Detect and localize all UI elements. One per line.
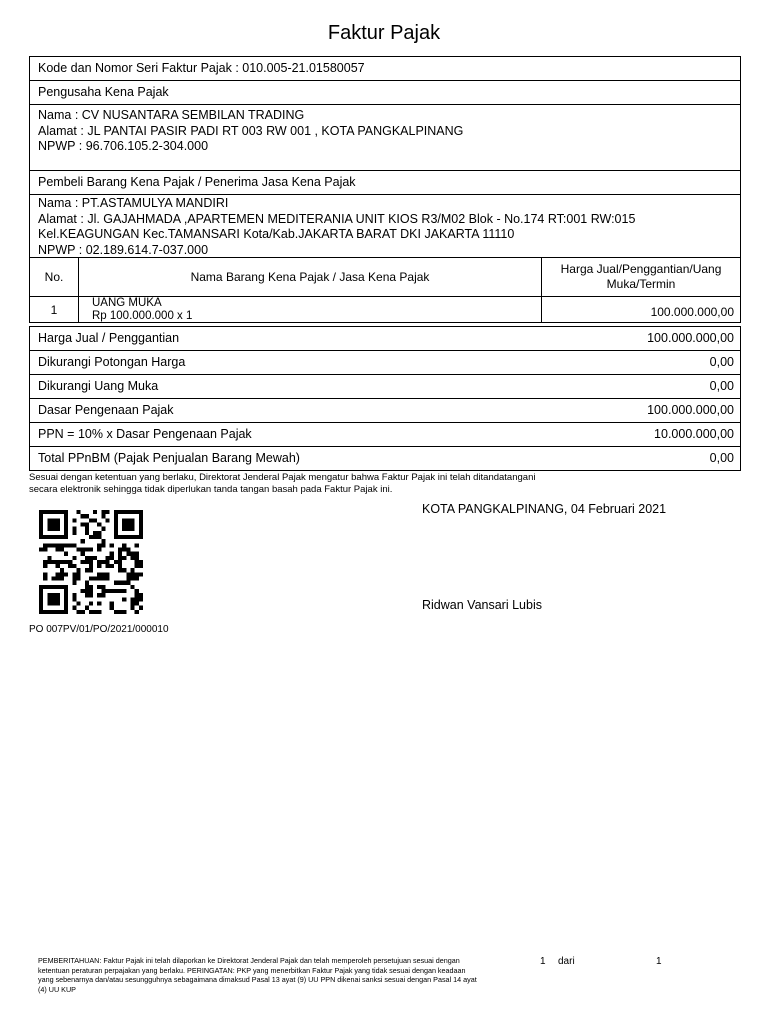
- table-header-harga: Harga Jual/Penggantian/Uang Muka/Termin: [541, 257, 741, 297]
- buyer-alamat-2: Kel.KEAGUNGAN Kec.TAMANSARI Kota/Kab.JAKARTA BARAT DKI JAKARTA 11110: [38, 227, 515, 241]
- buyer-block: [29, 194, 741, 258]
- total-row: Dikurangi Potongan Harga 0,00: [29, 350, 741, 375]
- seller-block: [29, 104, 741, 171]
- total-row: PPN = 10% x Dasar Pengenaan Pajak 10.000.000,00: [29, 422, 741, 447]
- kode-seri-text: Kode dan Nomor Seri Faktur Pajak : 010.005-21.01580057: [38, 61, 365, 75]
- total-row: Harga Jual / Penggantian 100.000.000,00: [29, 326, 741, 351]
- kode-seri-row: [29, 56, 741, 81]
- document-title: Faktur Pajak: [327, 22, 441, 44]
- buyer-alamat-1: Alamat : Jl. GAJAHMADA ,APARTEMEN MEDITERANIA UNIT KIOS R3/M02 Blok - No.174 RT:001 RW:015: [38, 211, 636, 226]
- page-current: 1: [540, 956, 546, 967]
- e-signature-notice: Sesuai dengan ketentuan yang berlaku, Direktorat Jenderal Pajak mengatur bahwa Faktur Pajak ini telah ditandatangani secara elektronik sehingga tidak diperlukan tanda tangan basah pada Faktur Pajak ini.: [29, 472, 536, 495]
- table-header-nama: Nama Barang Kena Pajak / Jasa Kena Pajak: [78, 257, 542, 297]
- buyer-heading: Pembeli Barang Kena Pajak / Penerima Jasa Kena Pajak: [38, 175, 356, 189]
- total-row: Dasar Pengenaan Pajak 100.000.000,00: [29, 398, 741, 423]
- item-nama-2: Rp 100.000.000 x 1: [92, 310, 193, 322]
- item-no-cell: 1: [29, 296, 79, 323]
- place-date: KOTA PANGKALPINANG, 04 Februari 2021: [422, 502, 667, 516]
- buyer-heading-row: [29, 170, 741, 195]
- page-separator: dari: [558, 956, 575, 967]
- page-total: 1: [656, 956, 662, 967]
- reference-number: PO 007PV/01/PO/2021/000010: [29, 624, 169, 635]
- qr-code-icon: [39, 510, 143, 614]
- item-harga-cell: 100.000.000,00: [541, 296, 741, 323]
- item-nama-1: UANG MUKA: [92, 297, 162, 309]
- seller-heading: Pengusaha Kena Pajak: [38, 85, 169, 99]
- seller-npwp: NPWP : 96.706.105.2-304.000: [38, 139, 209, 153]
- table-header-no: No.: [29, 257, 79, 297]
- seller-alamat: Alamat : JL PANTAI PASIR PADI RT 003 RW 001 , KOTA PANGKALPINANG: [38, 123, 464, 138]
- item-nama-cell: [78, 296, 542, 323]
- seller-heading-row: [29, 80, 741, 105]
- total-row: Total PPnBM (Pajak Penjualan Barang Mewah) 0,00: [29, 446, 741, 471]
- buyer-npwp: NPWP : 02.189.614.7-037.000: [38, 242, 209, 257]
- total-row: Dikurangi Uang Muka 0,00: [29, 374, 741, 399]
- footnote-warning: PEMBERITAHUAN: Faktur Pajak ini telah dilaporkan ke Direktorat Jenderal Pajak dan telah memperoleh persetujuan sesuai dengan ketentuan peraturan perpajakan yang berlaku. PERINGATAN: PKP yang menerbitkan Faktur Pajak yang tidak sesuai dengan keadaan yang sebenarnya dan/atau sesungguhnya sebagaimana dimaksud Pasal 13 ayat (9) UU PPN dikenai sanksi sesuai dengan Pasal 14 ayat (4) UU KUP: [38, 956, 477, 994]
- buyer-nama: Nama : PT.ASTAMULYA MANDIRI: [38, 196, 229, 210]
- seller-nama: Nama : CV NUSANTARA SEMBILAN TRADING: [38, 108, 305, 122]
- signer-name: Ridwan Vansari Lubis: [422, 598, 542, 612]
